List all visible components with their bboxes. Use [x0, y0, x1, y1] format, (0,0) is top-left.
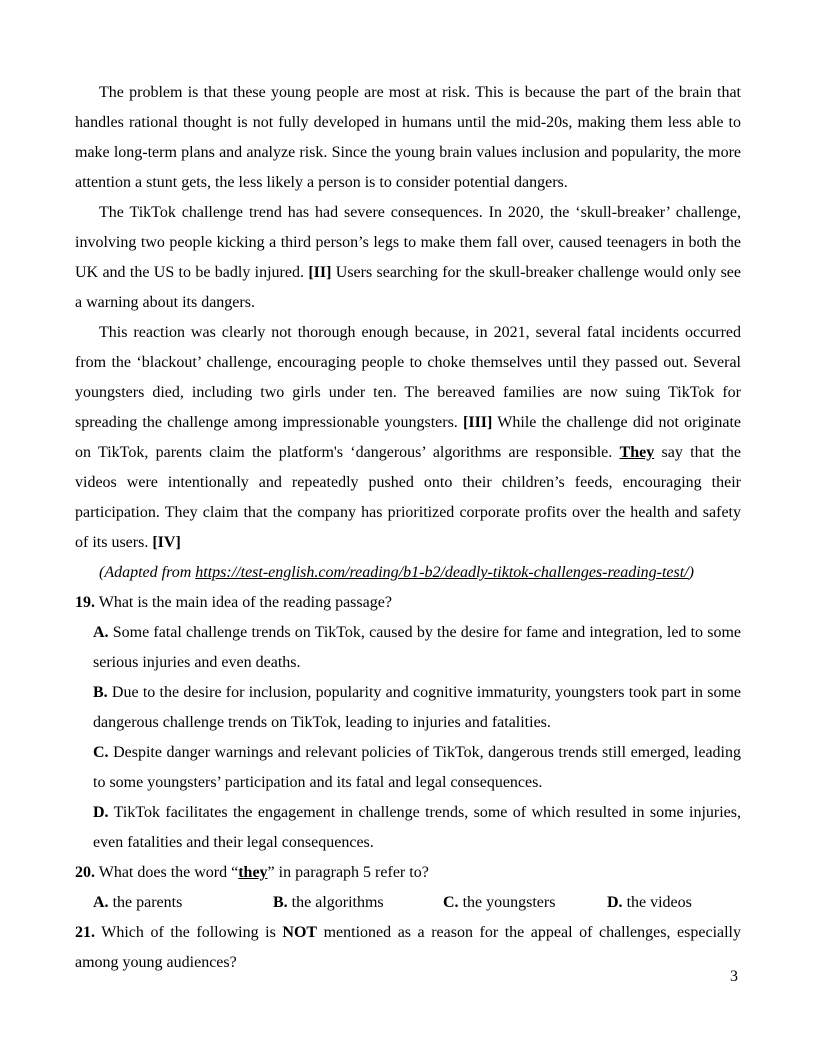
text-run: Which of the following is	[95, 924, 283, 941]
text-run: (Adapted from	[99, 564, 196, 581]
question-21	[75, 918, 741, 978]
option-letter: C.	[93, 744, 109, 761]
question-number: 20.	[75, 864, 95, 881]
text-run: Despite danger warnings and relevant policies of TikTok, dangerous trends still emerged, leading to some youngsters’ participation and its fatal and legal consequences.	[93, 744, 741, 791]
text-run: What does the word “	[95, 864, 239, 881]
option-letter: C.	[443, 894, 459, 911]
source-attribution	[75, 558, 741, 588]
option-letter: B.	[93, 684, 108, 701]
question-number: 19.	[75, 594, 95, 611]
insertion-marker-II: [II]	[308, 264, 332, 281]
insertion-marker-IV: [IV]	[152, 534, 181, 551]
answer-options-20-D	[607, 888, 692, 918]
text-run: Due to the desire for inclusion, popularity and cognitive immaturity, youngsters took part in some dangerous challenge trends on TikTok, leading to injuries and fatalities.	[93, 684, 741, 731]
text-run: While the challenge did not originate on TikTok, parents claim the platform's ‘dangerous’ algorithms are responsible.	[75, 414, 741, 461]
text-run: Some fatal challenge trends on TikTok, caused by the desire for fame and integration, led to some serious injuries and even deaths.	[93, 624, 741, 671]
text-run: What is the main idea of the reading passage?	[95, 594, 392, 611]
answer-option-19-B	[93, 678, 741, 738]
answer-options-20-B	[273, 888, 443, 918]
text-run: the parents	[108, 894, 183, 911]
option-letter: D.	[93, 804, 109, 821]
passage-paragraph-5	[75, 318, 741, 558]
text-run: Users searching for the skull-breaker challenge would only see a warning about its dangers.	[75, 264, 741, 311]
passage-paragraph-3	[75, 78, 741, 198]
text-run: The problem is that these young people are most at risk. This is because the part of the brain that handles rational thought is not fully developed in humans until the mid-20s, making them less able to make long-term plans and analyze risk. Since the young brain values inclusion and popularity, the more attention a stunt gets, the less likely a person is to consider potential dangers.	[75, 84, 741, 191]
text-run: TikTok facilitates the engagement in challenge trends, some of which resulted in some injuries, even fatalities and their legal consequences.	[93, 804, 741, 851]
option-letter: B.	[273, 894, 288, 911]
passage-paragraph-4	[75, 198, 741, 318]
text-run: The TikTok challenge trend has had severe consequences. In 2020, the ‘skull-breaker’ challenge, involving two people kicking a third person’s legs to make them fall over, caused teenagers in both the UK and the US to be badly injured.	[75, 204, 741, 281]
referenced-word-they: They	[619, 444, 655, 461]
emphasis-not: NOT	[282, 924, 318, 941]
text-run: )	[688, 564, 694, 581]
page-number: 3	[730, 968, 738, 985]
document-content	[75, 78, 741, 978]
text-run: This reaction was clearly not thorough enough because, in 2021, several fatal incidents occurred from the ‘blackout’ challenge, encouraging people to choke themselves until they passed out. Several youngsters died, including two girls under ten. The bereaved families are now suing TikTok for spreading the challenge among impressionable youngsters.	[75, 324, 741, 431]
text-run: the youngsters	[458, 894, 556, 911]
answer-options-20-C	[443, 888, 607, 918]
insertion-marker-III: [III]	[463, 414, 493, 431]
answer-option-19-C	[93, 738, 741, 798]
text-run: mentioned as a reason for the appeal of challenges, especially among young audiences?	[75, 924, 742, 971]
answer-option-19-D	[93, 798, 741, 858]
answer-options-20-A	[93, 888, 273, 918]
text-run: the algorithms	[287, 894, 384, 911]
text-run: say that the videos were intentionally and repeatedly pushed onto their children’s feeds, encouraging their participation. They claim that the company has prioritized corporate profits over the health and safety of its users.	[75, 444, 741, 551]
answer-options-20	[93, 888, 741, 918]
referenced-word-they: they	[238, 864, 268, 881]
option-letter: D.	[607, 894, 623, 911]
option-letter: A.	[93, 894, 109, 911]
text-run: the videos	[622, 894, 692, 911]
answer-option-19-A	[93, 618, 741, 678]
text-run: ” in paragraph 5 refer to?	[267, 864, 429, 881]
question-number: 21.	[75, 924, 95, 941]
question-19	[75, 588, 741, 618]
source-link[interactable]: https://test-english.com/reading/b1-b2/deadly-tiktok-challenges-reading-test/	[195, 564, 689, 581]
option-letter: A.	[93, 624, 109, 641]
question-20	[75, 858, 741, 888]
